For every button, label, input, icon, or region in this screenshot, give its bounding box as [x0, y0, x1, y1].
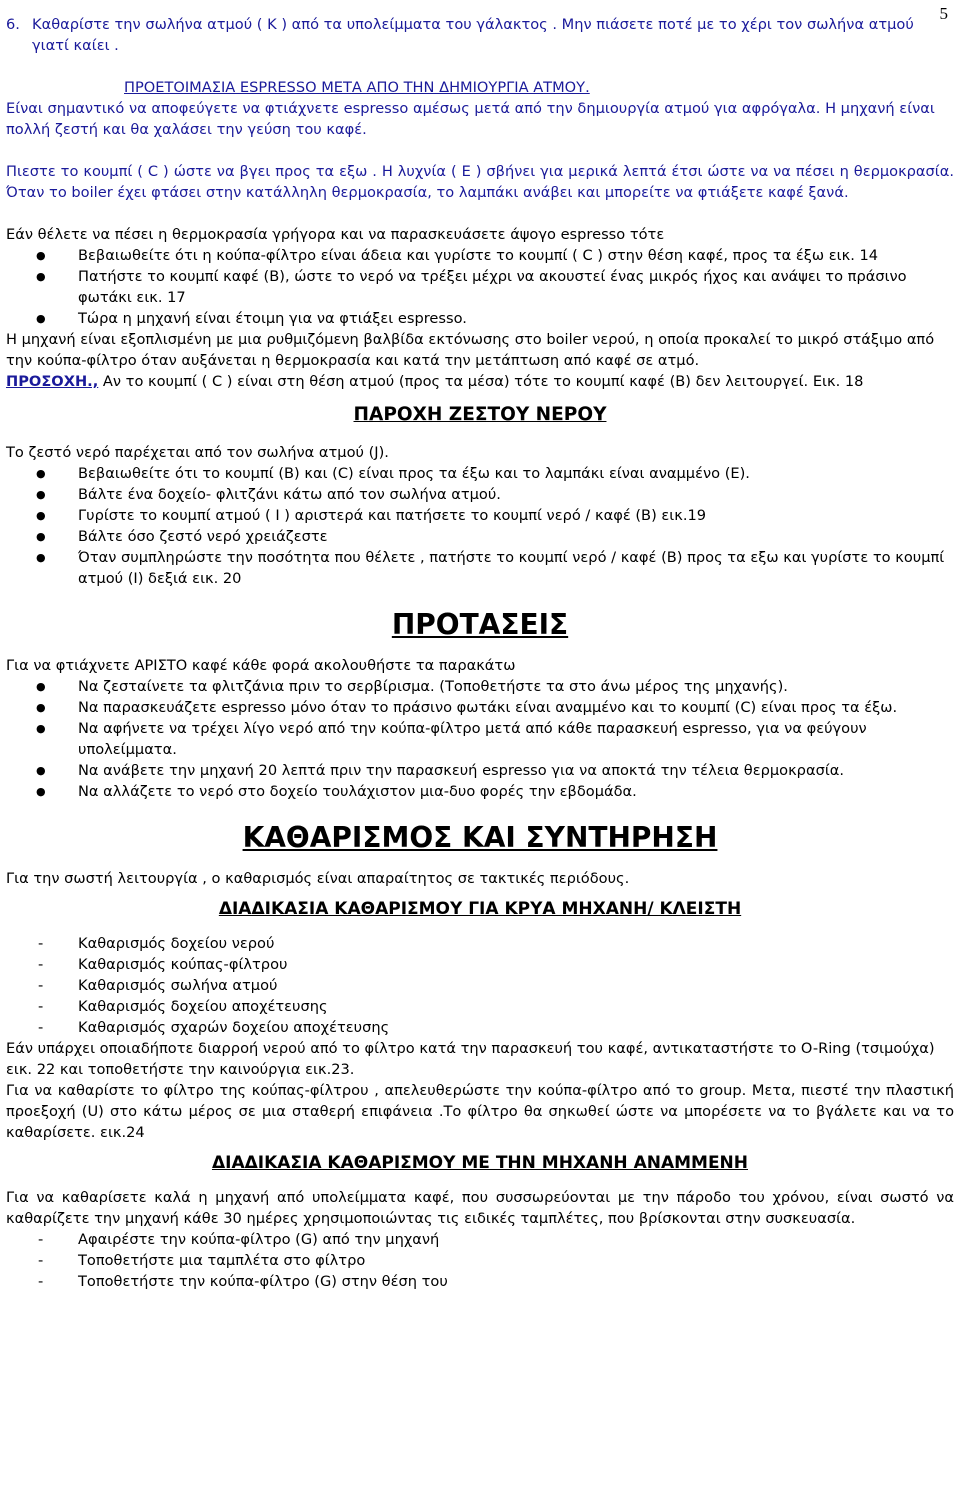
bullet-list	[6, 676, 954, 802]
attention-text: Αν το κουμπί ( C ) είναι στη θέση ατμού (προς τα μέσα) τότε το κουμπί καφέ (B) δεν λειτουργεί. Εικ. 18	[98, 373, 864, 390]
list-item: - Τοποθετήστε την κούπα-φίλτρο (G) στην θέση του	[6, 1271, 954, 1292]
paragraph: Το ζεστό νερό παρέχεται από τον σωλήνα ατμού (J).	[6, 444, 389, 461]
item-number: 6.	[6, 16, 20, 33]
section-heading-cleaning: ΚΑΘΑΡΙΣΜΟΣ ΚΑΙ ΣΥΝΤΗΡΗΣΗ	[242, 821, 718, 854]
dash-marker: -	[38, 1019, 44, 1036]
paragraph: Για να φτιάχνετε ΑΡΙΣΤΟ καφέ κάθε φορά ακολουθήστε τα παρακάτω	[6, 657, 516, 674]
section-heading-tips: ΠΡΟΤΑΣΕΙΣ	[391, 608, 569, 641]
page-number: 5	[939, 4, 948, 23]
bullet-marker: ●	[36, 764, 46, 777]
dash-list	[6, 1229, 954, 1292]
list-item: ● Να ανάβετε την μηχανή 20 λεπτά πριν την παρασκευή espresso για να αποκτά την τέλεια θερμοκρασία.	[6, 760, 954, 781]
list-item: - Καθαρισμός σχαρών δοχείου αποχέτευσης	[6, 1017, 954, 1038]
bullet-marker: ●	[36, 249, 46, 262]
attention-label: ΠΡΟΣΟΧΗ.,	[6, 373, 99, 390]
item-text: Καθαρίστε την σωλήνα ατμού ( K ) από τα υπολείμματα του γάλακτος . Μην πιάσετε ποτέ με το χέρι τον σωλήνα ατμού γιατί καίει .	[32, 16, 914, 54]
paragraph: Για την σωστή λειτουργία , ο καθαρισμός είναι απαραίτητος σε τακτικές περιόδους.	[6, 870, 630, 887]
document-body	[6, 14, 954, 1292]
paragraph: Είναι σημαντικό να αποφεύγετε να φτιάχνετε espresso αμέσως μετά από την δημιουργία ατμού για αφρόγαλα. Η μηχανή είναι πολλή ζεστή και θα χαλάσει την γεύση του καφέ.	[6, 100, 935, 138]
bullet-marker: ●	[36, 488, 46, 501]
bullet-marker: ●	[36, 680, 46, 693]
dash-marker: -	[38, 977, 44, 994]
list-item: - Τοποθετήστε μια ταμπλέτα στο φίλτρο	[6, 1250, 954, 1271]
list-item: ● Να ζεσταίνετε τα φλιτζάνια πριν το σερβίρισμα. (Τοποθετήστε τα στο άνω μέρος της μηχανής).	[6, 676, 954, 697]
bullet-marker: ●	[36, 530, 46, 543]
section-heading-hot-water: ΠΑΡΟΧΗ ΖΕΣΤΟΥ ΝΕΡΟΥ	[353, 404, 607, 425]
list-item: ● Βάλτε ένα δοχείο- φλιτζάνι κάτω από τον σωλήνα ατμού.	[6, 484, 954, 505]
paragraph: Η μηχανή είναι εξοπλισμένη με μια ρυθμιζόμενη βαλβίδα εκτόνωσης στο boiler νερού, η οποία προκαλεί το μικρό στάξιμο από την κούπα-φίλτρο όταν αυξάνεται η θερμοκρασία και κατά την μετάπτωση από καφέ σε ατμό.	[6, 331, 935, 369]
bullet-list	[6, 463, 954, 589]
list-item: - Καθαρισμός σωλήνα ατμού	[6, 975, 954, 996]
list-item: ● Να παρασκευάζετε espresso μόνο όταν το πράσινο φωτάκι είναι αναμμένο και το κουμπί (C) είναι προς τα έξω.	[6, 697, 954, 718]
subheading-cold-machine: ΔΙΑΔΙΚΑΣΙΑ ΚΑΘΑΡΙΣΜΟΥ ΓΙΑ ΚΡΥΑ ΜΗΧΑΝΗ/ ΚΛΕΙΣΤΗ	[218, 899, 742, 919]
dash-marker: -	[38, 956, 44, 973]
list-item: ● Γυρίστε το κουμπί ατμού ( I ) αριστερά και πατήσετε το κουμπί νερό / καφέ (B) εικ.19	[6, 505, 954, 526]
subheading-hot-machine: ΔΙΑΔΙΚΑΣΙΑ ΚΑΘΑΡΙΣΜΟΥ ΜΕ ΤΗΝ ΜΗΧΑΝΗ ΑΝΑΜΜΕΝΗ	[211, 1153, 749, 1173]
section-heading-espresso-after-steam: ΠΡΟΕΤΟΙΜΑΣΙΑ ESPRESSO ΜΕΤΑ ΑΠΟ ΤΗΝ ΔΗΜΙΟΥΡΓΙΑ ΑΤΜΟΥ.	[124, 79, 590, 96]
bullet-marker: ●	[36, 509, 46, 522]
list-item: - Αφαιρέστε την κούπα-φίλτρο (G) από την μηχανή	[6, 1229, 954, 1250]
bullet-marker: ●	[36, 467, 46, 480]
dash-marker: -	[38, 1231, 44, 1248]
list-item: ● Βάλτε όσο ζεστό νερό χρειάζεστε	[6, 526, 954, 547]
bullet-marker: ●	[36, 312, 46, 325]
list-item: - Καθαρισμός δοχείου νερού	[6, 933, 954, 954]
dash-marker: -	[38, 1273, 44, 1290]
numbered-item-6	[6, 14, 954, 56]
list-item: - Καθαρισμός κούπας-φίλτρου	[6, 954, 954, 975]
bullet-marker: ●	[36, 722, 46, 735]
paragraph: Για να καθαρίστε το φίλτρο της κούπας-φίλτρου , απελευθερώστε την κούπα-φίλτρο από το group. Μετα, πιεστέ την πλαστική προεξοχή (U) στο κάτω μέρος σε μια σταθερή επιφάνεια .Το φίλτρο θα σηκωθεί ώστε να μπορέσετε να το βγάλετε και να το καθαρίσετε. εικ.24	[6, 1082, 954, 1141]
list-item: ● Όταν συμπληρώστε την ποσότητα που θέλετε , πατήστε το κουμπί νερό / καφέ (B) προς τα εξω και γυρίστε το κουμπί ατμού (I) δεξιά εικ. 20	[6, 547, 954, 589]
dash-marker: -	[38, 998, 44, 1015]
list-item: ● Τώρα η μηχανή είναι έτοιμη για να φτιάξει espresso.	[6, 308, 954, 329]
bullet-marker: ●	[36, 551, 46, 564]
paragraph: Για να καθαρίσετε καλά η μηχανή από υπολείμματα καφέ, που συσσωρεύονται με την πάροδο του χρόνου, είναι σωστό να καθαρίζετε την μηχανή κάθε 30 ημέρες χρησιμοποιώντας τις ειδικές ταμπλέτες, που βρίσκονται στην συσκευασία.	[6, 1189, 954, 1227]
list-item: ● Να αλλάζετε το νερό στο δοχείο τουλάχιστον μια-δυο φορές την εβδομάδα.	[6, 781, 954, 802]
dash-marker: -	[38, 1252, 44, 1269]
list-item: ● Να αφήνετε να τρέχει λίγο νερό από την κούπα-φίλτρο μετά από κάθε παρασκευή espresso, για να φεύγουν υπολείμματα.	[6, 718, 954, 760]
paragraph: Εάν θέλετε να πέσει η θερμοκρασία γρήγορα και να παρασκευάσετε άψογο espresso τότε	[6, 226, 665, 243]
bullet-list	[6, 245, 954, 329]
bullet-marker: ●	[36, 785, 46, 798]
dash-list	[6, 933, 954, 1038]
paragraph: Εάν υπάρχει οποιαδήποτε διαρροή νερού από το φίλτρο κατά την παρασκευή του καφέ, αντικαταστήστε το O-Ring (τσιμούχα) εικ. 22 και τοποθετήστε την καινούργια εικ.23.	[6, 1040, 935, 1078]
bullet-marker: ●	[36, 270, 46, 283]
paragraph: Πιεστε το κουμπί ( C ) ώστε να βγει προς τα εξω . Η λυχνία ( E ) σβήνει για μερικά λεπτά έτσι ώστε να να πέσει η θερμοκρασία. Όταν το boiler έχει φτάσει στην κατάλληλη θερμοκρασία, το λαμπάκι ανάβει και μπορείτε να φτιάξετε καφέ ξανά.	[6, 163, 954, 201]
dash-marker: -	[38, 935, 44, 952]
list-item: ● Βεβαιωθείτε ότι το κουμπί (B) και (C) είναι προς τα έξω και το λαμπάκι είναι αναμμένο (E).	[6, 463, 954, 484]
attention-paragraph	[6, 371, 954, 392]
list-item: ● Πατήστε το κουμπί καφέ (B), ώστε το νερό να τρέξει μέχρι να ακουστεί ένας μικρός ήχος και ανάψει το πράσινο φωτάκι εικ. 17	[6, 266, 954, 308]
list-item: - Καθαρισμός δοχείου αποχέτευσης	[6, 996, 954, 1017]
bullet-marker: ●	[36, 701, 46, 714]
list-item: ● Βεβαιωθείτε ότι η κούπα-φίλτρο είναι άδεια και γυρίστε το κουμπί ( C ) στην θέση καφέ, προς τα έξω εικ. 14	[6, 245, 954, 266]
